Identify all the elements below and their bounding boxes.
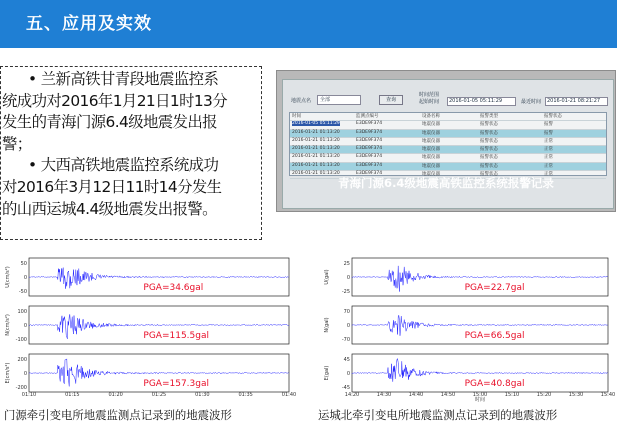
table-cell: 2016-01-21 01:13:20 [292,162,340,168]
table-cell: 正常 [544,147,553,153]
table-cell: E3DE9F374 [356,137,383,143]
pga-label: PGA=22.7gal [464,283,525,293]
text-line: 发生的青海门源6.4级地震发出报 [2,113,217,132]
right-waveform-chart [318,255,616,403]
table-cell: 正常 [544,138,553,144]
table-cell: 报警 [544,130,553,136]
table-cell: 地震仪器 [422,163,440,169]
table-cell: 地震仪器 [422,155,440,161]
y-axis-label: N(gal) [324,317,330,333]
y-tick-label: -25 [341,289,350,295]
text-line: • 兰新高铁甘青段地震监控系 [28,70,219,88]
table-cell: 地震仪器 [422,147,440,153]
to-label: 最近时间 [521,99,542,105]
x-axis-label: 时间 [474,397,486,403]
table-cell: E3DE9F374 [356,162,383,168]
x-tick-label: 01:25 [151,392,167,398]
table-cell: 报警状态 [480,163,498,169]
pga-label: PGA=115.5gal [143,331,209,341]
table-cell: 报警状态 [480,122,498,128]
text-line: 的山西运城4.4级地震发出报警。 [2,199,217,218]
left-waveform-caption: 门源牵引变电所地震监测点记录到的地震波形 [4,408,232,422]
text-line: 统成功对2016年1月21日1时13分 [2,91,228,110]
table-row[interactable] [290,130,606,138]
table-cell: 报警状态 [480,130,498,136]
x-tick-label: 15:00 [472,392,488,398]
y-tick-label: 0 [23,323,27,329]
y-axis-label: U(gal) [324,269,330,285]
table-cell: 2016-01-21 01:13:20 [292,146,340,152]
y-tick-label: -100 [15,337,27,343]
table-cell: 报警状态 [480,147,498,153]
y-tick-label: -70 [341,337,350,343]
x-tick-label: 01:10 [21,392,37,398]
y-axis-label: E(cm/s²) [5,362,11,384]
x-tick-label: 15:20 [536,392,552,398]
table-cell: 设备名称 [422,114,440,119]
x-tick-label: 01:30 [195,392,210,398]
table-cell: 地震仪器 [422,130,440,136]
pga-label: PGA=40.8gal [464,379,525,389]
table-cell: 2016-01-21 01:13:20 [292,171,340,177]
query-toolbar [289,92,605,108]
x-tick-label: 01:20 [108,392,123,398]
table-cell: 正常 [544,155,553,161]
table-cell: 2016-01-21 01:13:20 [292,137,340,143]
x-tick-label: 14:50 [440,392,456,398]
y-tick-label: 0 [346,275,350,281]
screenshot-caption: 青海门源6.4级地震高铁监控系统报警记录 [338,176,554,190]
time-range-label: 时间范围 [419,92,440,98]
y-tick-label: 70 [343,309,350,315]
table-cell: 报警状态 [480,138,498,144]
left-waveform-chart [3,255,297,400]
y-tick-label: -45 [341,385,350,391]
table-cell: 正常 [544,163,553,169]
table-cell: 报警状态 [480,155,498,161]
pga-label: PGA=34.6gal [143,283,204,293]
y-tick-label: 100 [17,309,27,315]
table-cell: E3DE9F374 [356,146,383,152]
table-cell: 地震仪器 [422,172,440,178]
pga-label: PGA=66.5gal [464,331,525,341]
x-tick-label: 01:15 [65,392,80,398]
y-tick-label: 0 [346,371,350,377]
table-row[interactable] [290,121,606,129]
x-tick-label: 15:10 [504,392,520,398]
text-line: 警； [2,134,32,153]
table-cell: 地震仪器 [422,122,440,128]
x-tick-label: 14:40 [408,392,424,398]
y-tick-label: -200 [15,385,27,391]
table-cell: 2016-01-05 05:11:29 [292,121,340,127]
table-cell: E3DE9F374 [356,171,383,177]
table-cell: 2016-01-21 01:13:20 [292,129,340,135]
table-cell: E3DE9F374 [356,121,383,127]
alarm-record-screenshot [276,70,616,212]
section-header [0,0,617,48]
y-tick-label: 0 [23,275,27,281]
table-row[interactable] [290,154,606,162]
x-tick-label: 14:30 [376,392,392,398]
table-cell: E3DE9F374 [356,154,383,160]
y-tick-label: -50 [18,289,27,295]
table-cell: 监测点编号 [356,114,379,119]
table-cell: E3DE9F374 [356,129,383,135]
table-cell: 报警状态 [544,114,562,119]
x-tick-label: 01:35 [238,392,253,398]
x-tick-label: 15:30 [568,392,584,398]
table-row[interactable] [290,138,606,146]
right-waveform-caption: 运城北牵引变电所地震监测点记录到的地震波形 [318,408,558,422]
y-tick-label: 25 [343,261,350,267]
station-label: 地震点名 [291,98,312,104]
query-button[interactable]: 查询 [379,95,403,105]
y-tick-label: 0 [346,323,350,329]
y-tick-label: 200 [17,357,27,363]
from-label: 起始时间 [419,99,440,105]
x-tick-label: 15:40 [600,392,616,398]
y-axis-label: U(cm/s²) [5,266,11,288]
y-tick-label: 50 [20,261,27,267]
alarm-table [289,112,607,176]
from-time-input[interactable]: 2016-01-05 05:11:29 [447,97,516,106]
y-tick-label: 45 [343,357,350,363]
table-cell: 报警 [544,122,553,128]
y-tick-label: 0 [23,371,27,377]
table-cell: 正常 [544,172,553,178]
table-cell: 报警类型 [480,114,498,119]
to-time-input[interactable]: 2016-01-21 08:21:27 [545,97,608,106]
pga-label: PGA=157.3gal [143,379,209,389]
x-tick-label: 01:40 [281,392,297,398]
section-title: 五、应用及实效 [26,14,152,34]
text-line: 对2016年3月12日11时14分发生 [2,177,222,196]
summary-textbox [0,66,262,240]
table-cell: 报警状态 [480,172,498,178]
text-line: • 大西高铁地震监控系统成功 [28,156,219,175]
y-axis-label: N(cm/s²) [5,314,11,336]
table-row[interactable] [290,163,606,171]
table-cell: 时间 [292,114,301,119]
table-cell: 2016-01-21 01:13:20 [292,154,340,160]
station-select[interactable]: 全部 [317,95,361,105]
x-tick-label: 14:20 [344,392,360,398]
y-axis-label: E(gal) [324,365,330,381]
table-cell: 地震仪器 [422,138,440,144]
